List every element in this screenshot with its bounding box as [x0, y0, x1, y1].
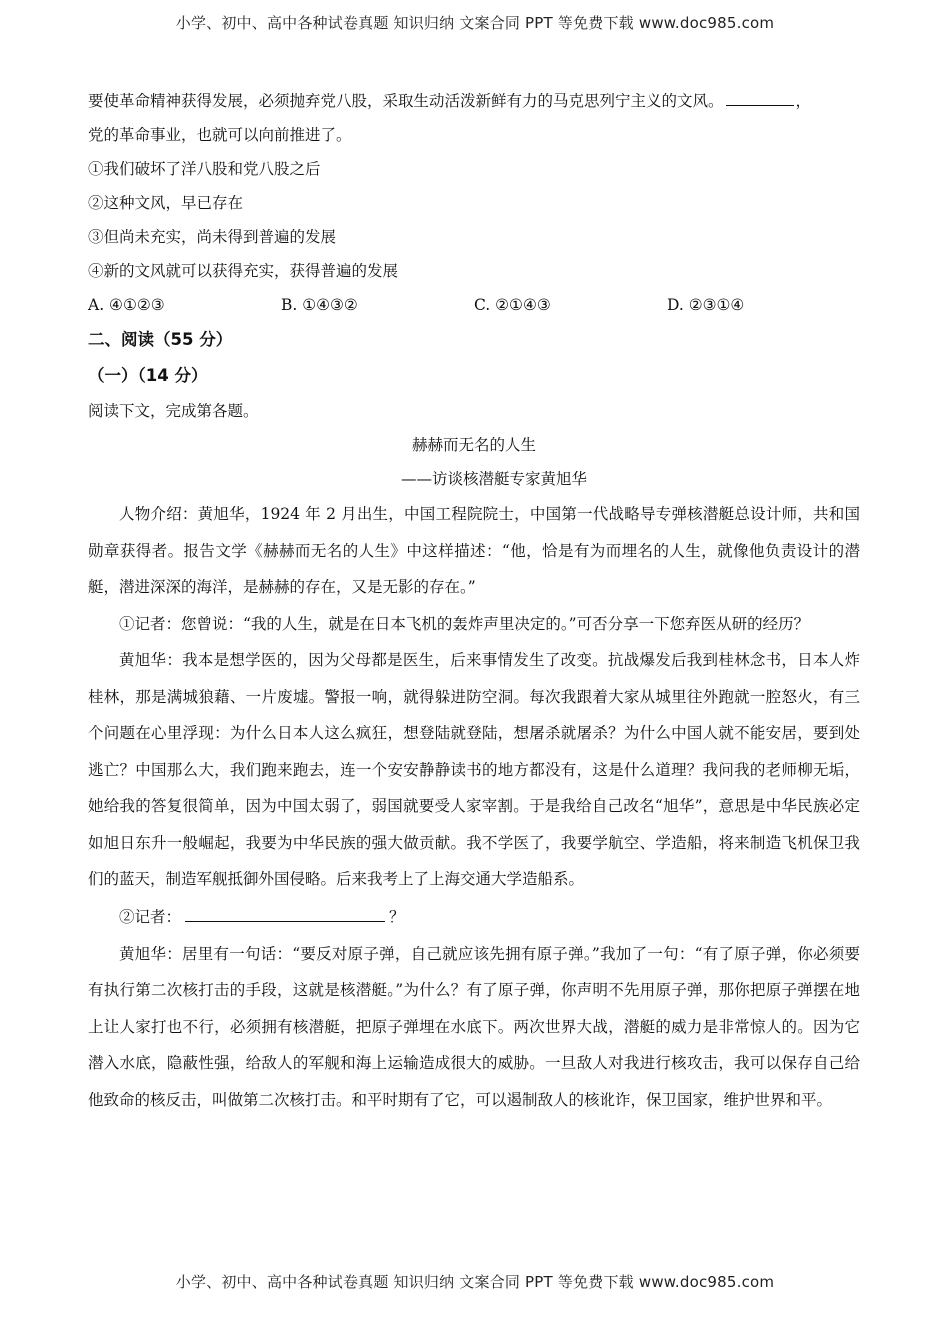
option-b[interactable]: B. ①④③②: [281, 296, 358, 314]
answer-blank[interactable]: [726, 87, 794, 106]
page-footer: 小学、初中、高中各种试卷真题 知识归纳 文案合同 PPT 等免费下载 www.doc985.com: [175, 1273, 775, 1291]
article-title: 赫赫而无名的人生: [411, 436, 536, 454]
interview-answer-1: 黄旭华：我本是想学医的，因为父母都是医生，后来事情发生了改变。抗战爆发后我到桂林念书，日本人炸桂林，那是满城狼藉、一片废墟。警报一响，就得躲进防空洞。每次我跟着大家从城里往外跑就一腔怒火，有三个问题在心里浮现：为什么日本人这么疯狂，想登陆就登陆，想屠杀就屠杀？为什么中国人就不能安居，要到处逃亡？中国那么大，我们跑来跑去，连一个安安静静读书的地方都没有，这是什么道理？我问我的老师柳无垢，她给我的答复很简单，因为中国太弱了，弱国就要受人家宰割。于是我给自己改名“旭华”，意思是中华民族必定如旭日东升一般崛起，我要为中华民族的强大做贡献。我不学医了，我要学航空、学造船，将来制造飞机保卫我们的蓝天，制造军舰抵御外国侵略。后来我考上了上海交通大学造船系。: [88, 651, 860, 888]
interview-question-2: [88, 898, 860, 936]
section-subtitle: （一）（14 分）: [88, 366, 208, 385]
option-a[interactable]: A. ④①②③: [88, 296, 165, 314]
question-2-blank[interactable]: [185, 903, 385, 922]
option-c[interactable]: C. ②①④③: [474, 296, 551, 314]
question-stem-line-1: [88, 84, 860, 118]
answer-options: [88, 288, 860, 322]
question-stem-part1-end: ，: [795, 92, 812, 110]
question-stem-part1: 要使革命精神获得发展，必须抛弃党八股，采取生动活泼新鲜有力的马克思列宁主义的文风。: [88, 92, 724, 110]
question-item-1: ①我们破坏了洋八股和党八股之后: [88, 160, 321, 178]
interview-answer-2: 黄旭华：居里有一句话：“要反对原子弹，自己就应该先拥有原子弹。”我加了一句：“有了原子弹，你必须要有执行第二次核打击的手段，这就是核潜艇。”为什么？有了原子弹，你声明不先用原子弹，那你把原子弹摆在地上让人家打也不行，必须拥有核潜艇，把原子弹埋在水底下。两次世界大战，潜艇的威力是非常惊人的。因为它潜入水底，隐蔽性强，给敌人的军舰和海上运输造成很大的威胁。一旦敌人对我进行核攻击，我可以保存自己给他致命的核反击，叫做第二次核打击。和平时期有了它，可以遏制敌人的核讹诈，保卫国家，维护世界和平。: [88, 944, 860, 1109]
interview-question-1: ①记者：您曾说：“我的人生，就是在日本飞机的轰炸声里决定的。”可否分享一下您弃医从研的经历？: [119, 614, 810, 633]
page-header: 小学、初中、高中各种试卷真题 知识归纳 文案合同 PPT 等免费下载 www.doc985.com: [175, 14, 775, 32]
question-2-prefix: ②记者：: [119, 907, 182, 926]
section-title: 二、阅读（55 分）: [88, 330, 233, 349]
article-subtitle: ——访谈核潜艇专家黄旭华: [400, 470, 587, 488]
question-stem-line-2: 党的革命事业，也就可以向前推进了。: [88, 126, 352, 144]
question-item-3: ③但尚未充实，尚未得到普遍的发展: [88, 228, 337, 246]
document-body: [88, 84, 860, 1118]
question-2-suffix: ？: [389, 907, 405, 926]
question-item-4: ④新的文风就可以获得充实，获得普遍的发展: [88, 262, 399, 280]
question-item-2: ②这种文风，早已存在: [88, 194, 244, 212]
reading-instruction: 阅读下文，完成第各题。: [88, 402, 259, 420]
option-d[interactable]: D. ②③①④: [667, 296, 745, 314]
article-intro: 人物介绍：黄旭华，1924 年 2 月出生，中国工程院院士，中国第一代战略导专弹核潜艇总设计师，共和国勋章获得者。报告文学《赫赫而无名的人生》中这样描述：“他，恰是有为而埋名的人生，就像他负责设计的潜艇，潜进深深的海洋，是赫赫的存在，又是无影的存在。”: [88, 505, 860, 596]
